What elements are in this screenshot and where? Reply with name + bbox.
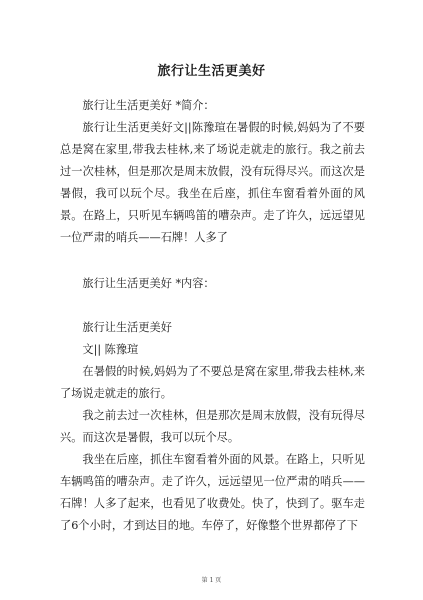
paragraph-2: 我之前去过一次桂林，但是那次是周末放假，没有玩得尽兴。而这次是暑假，我可以玩个尽。 (60, 409, 365, 444)
author-line: 文|| 陈豫瑄 (82, 343, 139, 356)
intro-heading: 旅行让生活更美好 *简介： (82, 99, 215, 112)
content-heading: 旅行让生活更美好 *内容： (82, 277, 215, 290)
document-title: 旅行让生活更美好 (157, 64, 266, 79)
intro-text: 旅行让生活更美好文||陈豫瑄在暑假的时候,妈妈为了不要总是窝在家里,带我去桂林,来了场说走就走的旅行。我之前去过一次桂林，但是那次是周末放假，没有玩得尽兴。而这次是暑假，我可以玩个尽。我坐在后座，抓住车窗看着外面的风景。在路上，只听见车辆鸣笛的嘈杂声。走了许久，远远望见一位严肃的哨兵——石牌！人多了 (60, 121, 365, 244)
paragraph-3: 我坐在后座，抓住车窗看着外面的风景。在路上，只听见车辆鸣笛的嘈杂声。走了许久，远远望见一位严肃的哨兵——石牌！人多了起来，也看见了收费处。快了，快到了。驱车走了6个小时，才到达目的地。车停了，好像整个世界都停了下 (60, 453, 365, 532)
article-title: 旅行让生活更美好 (82, 321, 172, 334)
page-number: 第 1 页 (201, 577, 222, 584)
paragraph-1: 在暑假的时候,妈妈为了不要总是窝在家里,带我去桂林,来了场说走就走的旅行。 (60, 365, 365, 400)
